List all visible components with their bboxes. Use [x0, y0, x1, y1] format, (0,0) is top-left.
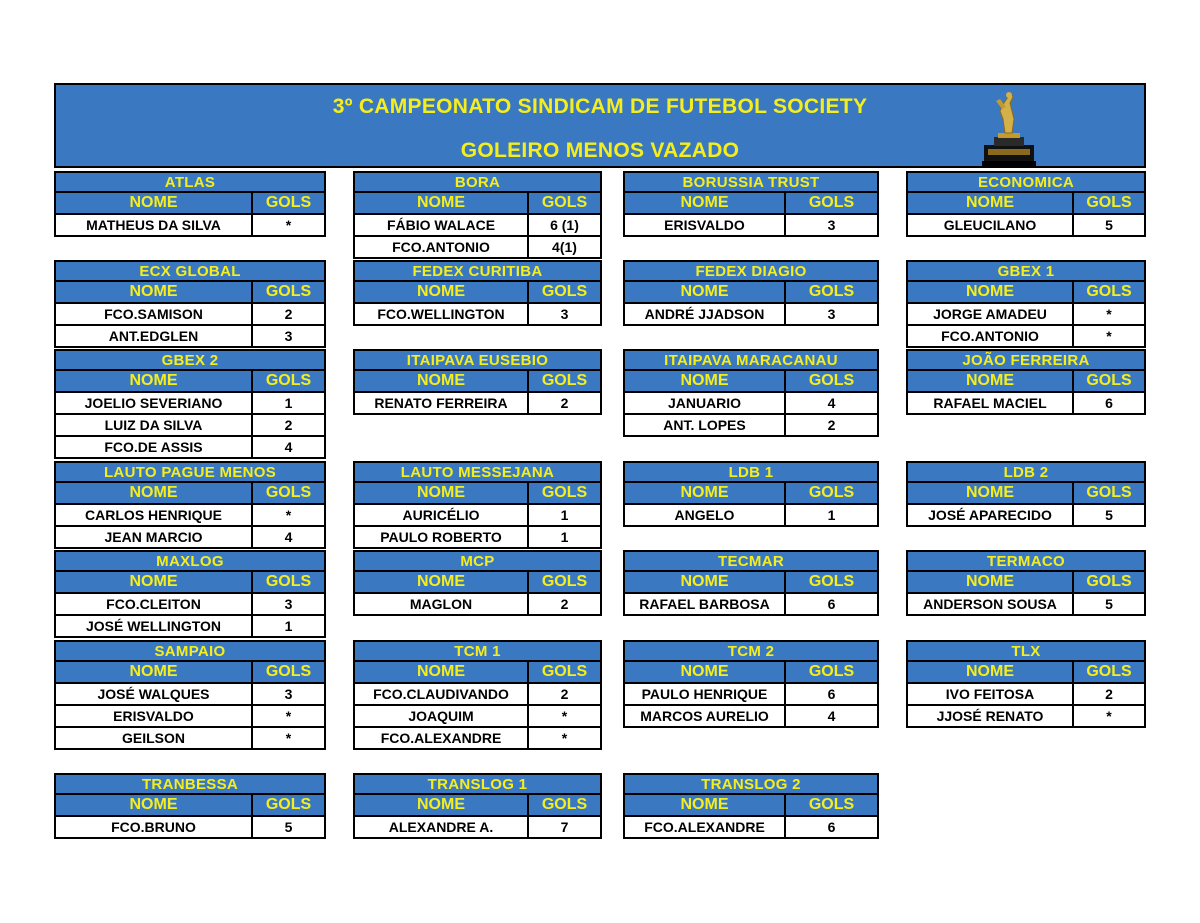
team-name: ECONOMICA: [906, 171, 1146, 193]
player-row: [623, 706, 879, 728]
column-header-goals: GOLS: [1072, 572, 1144, 592]
column-header-goals: GOLS: [251, 572, 324, 592]
column-header-row: [906, 371, 1146, 393]
column-header-name: NOME: [680, 484, 729, 501]
column-header-row: [623, 572, 879, 594]
team-table: [54, 550, 326, 638]
player-name: RAFAEL MACIEL: [933, 395, 1047, 411]
team-name: SAMPAIO: [54, 640, 326, 662]
team-table: [623, 640, 879, 728]
column-header-row: [54, 371, 326, 393]
player-name: FCO.SAMISON: [104, 306, 203, 322]
column-header-goals: GOLS: [1072, 371, 1144, 391]
player-row: [353, 304, 602, 326]
column-header-name: NOME: [680, 663, 729, 680]
column-header-name: NOME: [417, 484, 465, 501]
player-row: [353, 527, 602, 549]
team-name: LAUTO MESSEJANA: [353, 461, 602, 483]
column-header-row: [353, 371, 602, 393]
player-goals: 1: [784, 505, 877, 525]
column-header-name: NOME: [129, 796, 178, 813]
player-goals: 3: [251, 326, 324, 346]
team-table: [906, 461, 1146, 527]
player-name: FCO.CLAUDIVANDO: [373, 686, 509, 702]
column-header-goals: GOLS: [784, 282, 877, 302]
column-header-row: [54, 193, 326, 215]
player-name: FCO.ALEXANDRE: [644, 819, 765, 835]
column-header-row: [54, 572, 326, 594]
player-name: MAGLON: [409, 596, 473, 612]
player-goals: 2: [527, 684, 600, 704]
team-table: [54, 260, 326, 348]
player-goals: 6: [784, 684, 877, 704]
team-table: [906, 260, 1146, 348]
column-header-goals: GOLS: [784, 193, 877, 213]
column-header-goals: GOLS: [784, 795, 877, 815]
column-header-row: [906, 483, 1146, 505]
team-name: LDB 2: [906, 461, 1146, 483]
team-table: [906, 349, 1146, 415]
player-goals: 1: [527, 505, 600, 525]
column-header-row: [353, 193, 602, 215]
player-row: [623, 415, 879, 437]
team-table: [906, 640, 1146, 728]
column-header-goals: GOLS: [784, 662, 877, 682]
player-row: [353, 594, 602, 616]
player-goals: *: [1072, 706, 1144, 726]
column-header-name: NOME: [680, 194, 729, 211]
player-row: [353, 215, 602, 237]
column-header-name: NOME: [966, 372, 1014, 389]
team-table: [353, 461, 602, 549]
player-name: JOSÉ APARECIDO: [928, 507, 1052, 523]
player-row: [906, 706, 1146, 728]
column-header-row: [906, 282, 1146, 304]
column-header-name: NOME: [680, 573, 729, 590]
player-row: [353, 505, 602, 527]
player-goals: 2: [784, 415, 877, 435]
column-header-goals: GOLS: [251, 371, 324, 391]
player-name: FCO.CLEITON: [106, 596, 201, 612]
player-row: [623, 304, 879, 326]
column-header-row: [623, 795, 879, 817]
team-name: BORUSSIA TRUST: [623, 171, 879, 193]
column-header-row: [54, 662, 326, 684]
player-goals: *: [251, 706, 324, 726]
player-row: [54, 326, 326, 348]
player-row: [906, 594, 1146, 616]
player-name: MARCOS AURELIO: [640, 708, 769, 724]
player-goals: *: [1072, 304, 1144, 324]
team-table: [54, 349, 326, 459]
player-row: [353, 684, 602, 706]
column-header-name: NOME: [417, 372, 465, 389]
player-row: [353, 817, 602, 839]
player-goals: *: [527, 706, 600, 726]
player-row: [54, 505, 326, 527]
column-header-name: NOME: [966, 573, 1014, 590]
team-table: [54, 461, 326, 549]
team-name: TECMAR: [623, 550, 879, 572]
column-header-row: [623, 282, 879, 304]
player-goals: 1: [251, 393, 324, 413]
player-row: [353, 237, 602, 259]
team-name: ITAIPAVA MARACANAU: [623, 349, 879, 371]
column-header-row: [353, 282, 602, 304]
player-goals: *: [1072, 326, 1144, 346]
player-name: ERISVALDO: [664, 217, 745, 233]
player-goals: 5: [1072, 215, 1144, 235]
player-row: [54, 616, 326, 638]
player-name: JOSÉ WELLINGTON: [85, 618, 222, 634]
player-name: RAFAEL BARBOSA: [639, 596, 770, 612]
column-header-name: NOME: [129, 484, 178, 501]
team-name: ITAIPAVA EUSEBIO: [353, 349, 602, 371]
column-header-name: NOME: [680, 796, 729, 813]
column-header-goals: GOLS: [527, 371, 600, 391]
column-header-name: NOME: [129, 283, 178, 300]
player-goals: 1: [527, 527, 600, 547]
team-table: [623, 349, 879, 437]
team-name: ECX GLOBAL: [54, 260, 326, 282]
team-name: MAXLOG: [54, 550, 326, 572]
player-row: [54, 817, 326, 839]
player-row: [623, 684, 879, 706]
player-goals: 2: [251, 304, 324, 324]
team-table: [906, 550, 1146, 616]
player-name: PAULO ROBERTO: [380, 529, 502, 545]
player-goals: 2: [251, 415, 324, 435]
player-name: JOELIO SEVERIANO: [84, 395, 223, 411]
player-name: FCO.BRUNO: [111, 819, 196, 835]
column-header-goals: GOLS: [527, 572, 600, 592]
team-table: [353, 640, 602, 750]
team-name: GBEX 1: [906, 260, 1146, 282]
page-title: 3º CAMPEONATO SINDICAM DE FUTEBOL SOCIETY: [332, 95, 868, 118]
player-row: [906, 393, 1146, 415]
column-header-name: NOME: [417, 194, 465, 211]
player-goals: 5: [251, 817, 324, 837]
column-header-row: [353, 795, 602, 817]
team-name: TLX: [906, 640, 1146, 662]
column-header-row: [623, 193, 879, 215]
column-header-goals: GOLS: [527, 282, 600, 302]
player-row: [906, 326, 1146, 348]
page-header: [54, 83, 1146, 168]
column-header-name: NOME: [129, 194, 178, 211]
player-goals: 3: [784, 215, 877, 235]
team-table: [623, 171, 879, 237]
player-goals: *: [527, 728, 600, 748]
player-row: [623, 393, 879, 415]
player-row: [54, 527, 326, 549]
player-name: JORGE AMADEU: [933, 306, 1047, 322]
column-header-name: NOME: [966, 194, 1014, 211]
column-header-name: NOME: [417, 663, 465, 680]
player-goals: *: [251, 215, 324, 235]
team-name: BORA: [353, 171, 602, 193]
player-name: ALEXANDRE A.: [388, 819, 494, 835]
column-header-goals: GOLS: [527, 483, 600, 503]
player-name: FCO.WELLINGTON: [377, 306, 505, 322]
player-name: CARLOS HENRIQUE: [85, 507, 222, 523]
player-name: FCO.ANTONIO: [392, 239, 490, 255]
trophy-icon: [978, 89, 1040, 167]
player-row: [623, 505, 879, 527]
team-name: ATLAS: [54, 171, 326, 193]
player-row: [54, 684, 326, 706]
team-name: TRANBESSA: [54, 773, 326, 795]
player-row: [54, 304, 326, 326]
player-goals: 6: [784, 594, 877, 614]
column-header-goals: GOLS: [784, 483, 877, 503]
player-row: [54, 215, 326, 237]
column-header-name: NOME: [680, 372, 729, 389]
column-header-goals: GOLS: [1072, 483, 1144, 503]
player-name: ANDERSON SOUSA: [923, 596, 1057, 612]
player-goals: 6: [784, 817, 877, 837]
player-name: IVO FEITOSA: [945, 686, 1035, 702]
player-goals: 1: [251, 616, 324, 636]
player-name: GLEUCILANO: [943, 217, 1037, 233]
column-header-row: [906, 193, 1146, 215]
page-subtitle: GOLEIRO MENOS VAZADO: [460, 139, 740, 162]
player-goals: 7: [527, 817, 600, 837]
column-header-goals: GOLS: [251, 193, 324, 213]
column-header-row: [54, 483, 326, 505]
player-name: FÁBIO WALACE: [386, 217, 496, 233]
column-header-goals: GOLS: [251, 662, 324, 682]
player-row: [54, 437, 326, 459]
team-name: FEDEX CURITIBA: [353, 260, 602, 282]
player-name: JJOSÉ RENATO: [936, 708, 1044, 724]
team-table: [353, 349, 602, 415]
column-header-goals: GOLS: [527, 795, 600, 815]
column-header-row: [623, 483, 879, 505]
player-name: GEILSON: [121, 730, 185, 746]
team-table: [623, 773, 879, 839]
column-header-row: [623, 371, 879, 393]
column-header-row: [906, 662, 1146, 684]
player-goals: 3: [251, 594, 324, 614]
player-name: AURICÉLIO: [402, 507, 480, 523]
team-name: TERMACO: [906, 550, 1146, 572]
column-header-row: [353, 483, 602, 505]
player-name: JOAQUIM: [408, 708, 474, 724]
player-goals: 5: [1072, 505, 1144, 525]
player-name: PAULO HENRIQUE: [641, 686, 768, 702]
player-row: [623, 215, 879, 237]
column-header-row: [54, 795, 326, 817]
player-goals: 6 (1): [527, 215, 600, 235]
column-header-row: [906, 572, 1146, 594]
column-header-goals: GOLS: [1072, 282, 1144, 302]
team-table: [906, 171, 1146, 237]
team-table: [623, 260, 879, 326]
player-goals: 4: [251, 437, 324, 457]
team-table: [623, 550, 879, 616]
player-row: [353, 728, 602, 750]
column-header-name: NOME: [129, 573, 178, 590]
player-row: [54, 728, 326, 750]
player-name: JOSÉ WALQUES: [97, 686, 210, 702]
column-header-goals: GOLS: [527, 193, 600, 213]
player-name: ANT. LOPES: [663, 417, 746, 433]
team-name: TCM 2: [623, 640, 879, 662]
team-table: [353, 550, 602, 616]
column-header-goals: GOLS: [527, 662, 600, 682]
player-goals: 2: [1072, 684, 1144, 704]
column-header-name: NOME: [417, 796, 465, 813]
team-name: FEDEX DIAGIO: [623, 260, 879, 282]
player-goals: 5: [1072, 594, 1144, 614]
team-name: LAUTO PAGUE MENOS: [54, 461, 326, 483]
player-row: [623, 594, 879, 616]
column-header-name: NOME: [966, 283, 1014, 300]
team-table: [54, 171, 326, 237]
column-header-goals: GOLS: [1072, 662, 1144, 682]
column-header-goals: GOLS: [784, 572, 877, 592]
column-header-goals: GOLS: [1072, 193, 1144, 213]
player-name: ANDRÉ JJADSON: [644, 306, 765, 322]
column-header-goals: GOLS: [251, 282, 324, 302]
player-goals: 2: [527, 594, 600, 614]
player-row: [906, 684, 1146, 706]
player-row: [353, 393, 602, 415]
player-name: MATHEUS DA SILVA: [86, 217, 221, 233]
player-row: [906, 304, 1146, 326]
player-row: [54, 415, 326, 437]
player-goals: 6: [1072, 393, 1144, 413]
player-goals: *: [251, 728, 324, 748]
column-header-goals: GOLS: [251, 795, 324, 815]
player-goals: 3: [251, 684, 324, 704]
player-name: RENATO FERREIRA: [374, 395, 508, 411]
player-name: ANT.EDGLEN: [108, 328, 199, 344]
player-name: ERISVALDO: [113, 708, 194, 724]
player-row: [623, 817, 879, 839]
player-name: FCO.ALEXANDRE: [380, 730, 502, 746]
player-goals: 3: [784, 304, 877, 324]
team-table: [353, 260, 602, 326]
player-name: JANUARIO: [667, 395, 742, 411]
player-name: LUIZ DA SILVA: [104, 417, 203, 433]
player-goals: 4: [784, 706, 877, 726]
player-row: [54, 393, 326, 415]
player-row: [353, 706, 602, 728]
team-name: TCM 1: [353, 640, 602, 662]
column-header-goals: GOLS: [251, 483, 324, 503]
column-header-row: [623, 662, 879, 684]
player-name: JEAN MARCIO: [104, 529, 203, 545]
team-table: [54, 640, 326, 750]
column-header-name: NOME: [966, 663, 1014, 680]
player-row: [906, 215, 1146, 237]
column-header-row: [54, 282, 326, 304]
column-header-row: [353, 572, 602, 594]
column-header-name: NOME: [129, 372, 178, 389]
team-table: [623, 461, 879, 527]
player-name: ANGELO: [674, 507, 735, 523]
player-goals: *: [251, 505, 324, 525]
player-row: [54, 594, 326, 616]
player-goals: 2: [527, 393, 600, 413]
player-goals: 4(1): [527, 237, 600, 257]
column-header-name: NOME: [680, 283, 729, 300]
team-name: JOÃO FERREIRA: [906, 349, 1146, 371]
team-table: [54, 773, 326, 839]
team-name: TRANSLOG 2: [623, 773, 879, 795]
player-row: [54, 706, 326, 728]
team-name: LDB 1: [623, 461, 879, 483]
column-header-row: [353, 662, 602, 684]
player-row: [906, 505, 1146, 527]
column-header-name: NOME: [417, 283, 465, 300]
team-name: GBEX 2: [54, 349, 326, 371]
player-goals: 3: [527, 304, 600, 324]
player-goals: 4: [251, 527, 324, 547]
player-name: FCO.DE ASSIS: [104, 439, 203, 455]
team-table: [353, 171, 602, 259]
column-header-name: NOME: [129, 663, 178, 680]
column-header-name: NOME: [966, 484, 1014, 501]
player-goals: 4: [784, 393, 877, 413]
team-table: [353, 773, 602, 839]
player-name: FCO.ANTONIO: [941, 328, 1039, 344]
column-header-goals: GOLS: [784, 371, 877, 391]
column-header-name: NOME: [417, 573, 465, 590]
team-name: MCP: [353, 550, 602, 572]
team-name: TRANSLOG 1: [353, 773, 602, 795]
